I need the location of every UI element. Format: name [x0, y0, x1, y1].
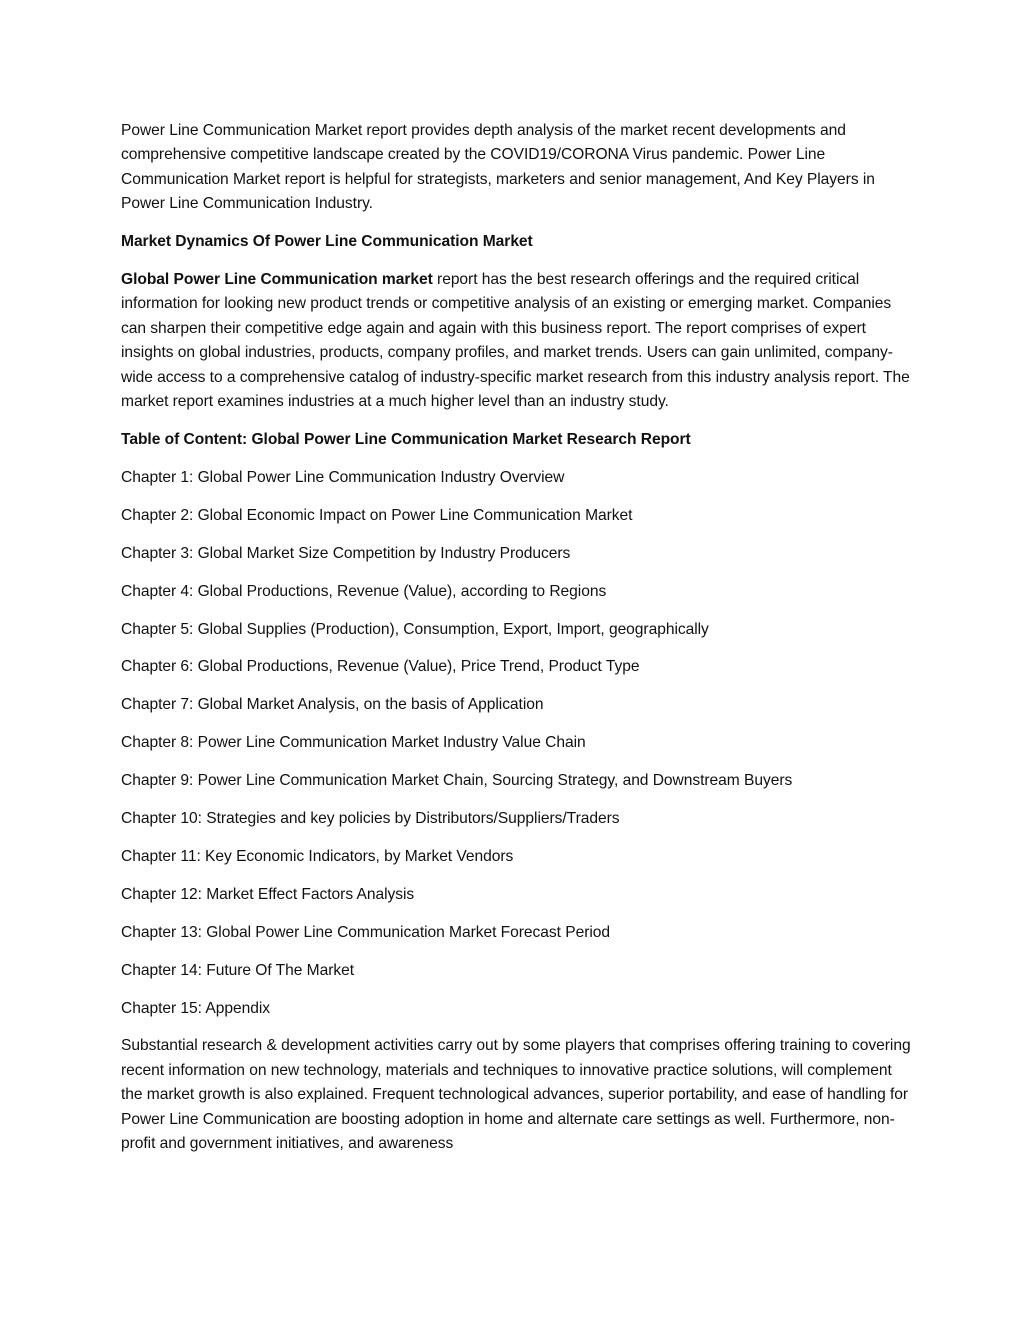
global-market-paragraph [121, 268, 911, 414]
document-page [121, 119, 911, 1170]
chapter-item: Chapter 4: Global Productions, Revenue (Value), according to Regions [121, 582, 607, 600]
chapter-item: Chapter 11: Key Economic Indicators, by Market Vendors [121, 847, 514, 865]
toc-heading: Table of Content: Global Power Line Communication Market Research Report [121, 430, 691, 448]
chapter-item: Chapter 13: Global Power Line Communication Market Forecast Period [121, 923, 611, 941]
chapter-item: Chapter 7: Global Market Analysis, on the basis of Application [121, 696, 544, 714]
chapter-item: Chapter 5: Global Supplies (Production), Consumption, Export, Import, geographically [121, 620, 709, 638]
chapter-item: Chapter 2: Global Economic Impact on Power Line Communication Market [121, 506, 633, 524]
chapter-item: Chapter 10: Strategies and key policies by Distributors/Suppliers/Traders [121, 810, 620, 828]
market-dynamics-heading: Market Dynamics Of Power Line Communication Market [121, 233, 533, 251]
global-market-lead: Global Power Line Communication market [121, 271, 433, 289]
chapter-item: Chapter 1: Global Power Line Communication Industry Overview [121, 468, 565, 486]
chapter-item: Chapter 9: Power Line Communication Market Chain, Sourcing Strategy, and Downstream Buyers [121, 772, 793, 790]
chapter-item: Chapter 14: Future Of The Market [121, 961, 354, 979]
intro-paragraph: Power Line Communication Market report provides depth analysis of the market recent developments and comprehensive competitive landscape created by the COVID19/CORONA Virus pandemic. Power Line Communication Market report is helpful for strategists, marketers and senior management, And Key Players in Power Line Communication Industry. [121, 122, 875, 213]
global-market-body: report has the best research offerings and the required critical information for looking new product trends or competitive analysis of an existing or emerging market. Companies can sharpen their competitive edge again and again with this business report. The report comprises of expert insights on global industries, products, company profiles, and market trends. Users can gain unlimited, company-wide access to a comprehensive catalog of industry-specific market research from this industry analysis report. The market report examines industries at a much higher level than an industry study. [121, 271, 910, 411]
chapter-item: Chapter 6: Global Productions, Revenue (Value), Price Trend, Product Type [121, 658, 640, 676]
chapter-item: Chapter 12: Market Effect Factors Analysis [121, 885, 415, 903]
chapter-list [121, 466, 911, 1021]
chapter-item: Chapter 8: Power Line Communication Market Industry Value Chain [121, 734, 586, 752]
chapter-item: Chapter 15: Appendix [121, 999, 270, 1017]
chapter-item: Chapter 3: Global Market Size Competition by Industry Producers [121, 544, 571, 562]
closing-paragraph: Substantial research & development activities carry out by some players that comprises offering training to covering recent information on new technology, materials and techniques to innovative practice solutions, will complement the market growth is also explained. Frequent technological advances, superior portability, and ease of handling for Power Line Communication are boosting adoption in home and alternate care settings as well. Furthermore, non-profit and government initiatives, and awareness [121, 1037, 911, 1153]
